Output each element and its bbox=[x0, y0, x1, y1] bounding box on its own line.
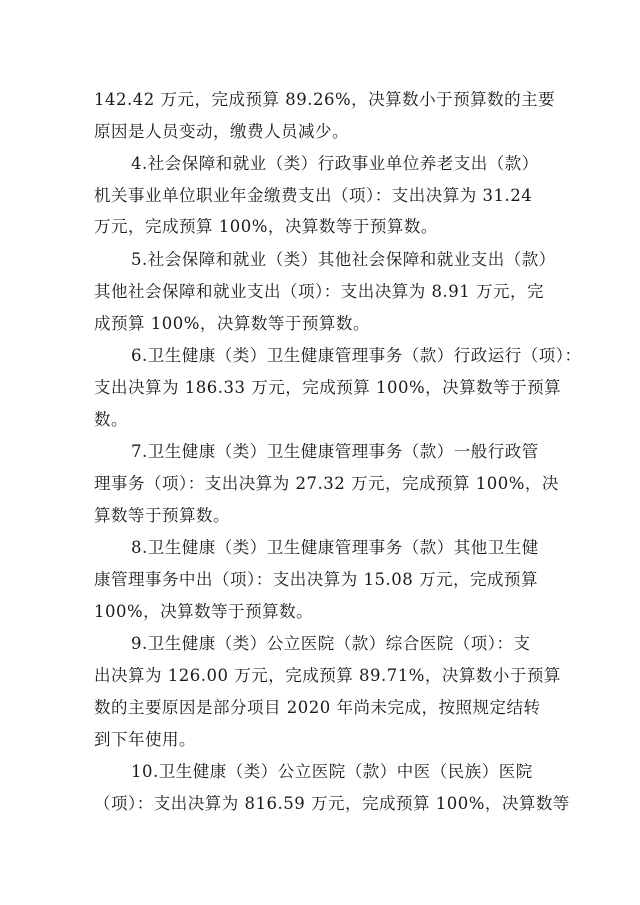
paragraph-7-line: 7.卫生健康（类）卫生健康管理事务（款）一般行政管 bbox=[131, 442, 539, 461]
text-line: 142.42 万元，完成预算 89.26%，决算数小于预算数的主要 bbox=[94, 90, 556, 109]
text-line: （项）：支出决算为 816.59 万元，完成预算 100%，决算数等 bbox=[94, 794, 570, 813]
text-line: 出决算为 126.00 万元，完成预算 89.71%，决算数小于预算 bbox=[94, 666, 561, 685]
text-line: 理事务（项）：支出决算为 27.32 万元，完成预算 100%，决 bbox=[94, 474, 559, 493]
text-line: 到下年使用。 bbox=[94, 730, 196, 749]
text-line: 数的主要原因是部分项目 2020 年尚未完成，按照规定结转 bbox=[94, 698, 541, 717]
paragraph-10-line: 10.卫生健康（类）公立医院（款）中医（民族）医院 bbox=[131, 762, 533, 781]
paragraph-5-line: 5.社会保障和就业（类）其他社会保障和就业支出（款） bbox=[131, 250, 556, 269]
text-line: 机关事业单位职业年金缴费支出（项）：支出决算为 31.24 bbox=[94, 186, 533, 205]
text-line: 原因是人员变动，缴费人员减少。 bbox=[94, 122, 349, 141]
paragraph-8-line: 8.卫生健康（类）卫生健康管理事务（款）其他卫生健 bbox=[131, 538, 539, 557]
text-line: 支出决算为 186.33 万元，完成预算 100%，决算数等于预算 bbox=[94, 378, 562, 397]
text-line: 数。 bbox=[94, 410, 128, 429]
paragraph-6-line: 6.卫生健康（类）卫生健康管理事务（款）行政运行（项）： bbox=[131, 346, 582, 365]
text-line: 其他社会保障和就业支出（项）：支出决算为 8.91 万元，完 bbox=[94, 282, 544, 301]
text-line: 100%，决算数等于预算数。 bbox=[94, 602, 314, 621]
paragraph-9-line: 9.卫生健康（类）公立医院（款）综合医院（项）：支 bbox=[131, 634, 531, 653]
text-line: 成预算 100%，决算数等于预算数。 bbox=[94, 314, 370, 333]
text-line: 算数等于预算数。 bbox=[94, 506, 230, 525]
text-line: 康管理事务中出（项）：支出决算为 15.08 万元，完成预算 bbox=[94, 570, 538, 589]
text-line: 万元，完成预算 100%，决算数等于预算数。 bbox=[94, 217, 438, 236]
paragraph-4-line: 4.社会保障和就业（类）行政事业单位养老支出（款） bbox=[131, 154, 539, 173]
